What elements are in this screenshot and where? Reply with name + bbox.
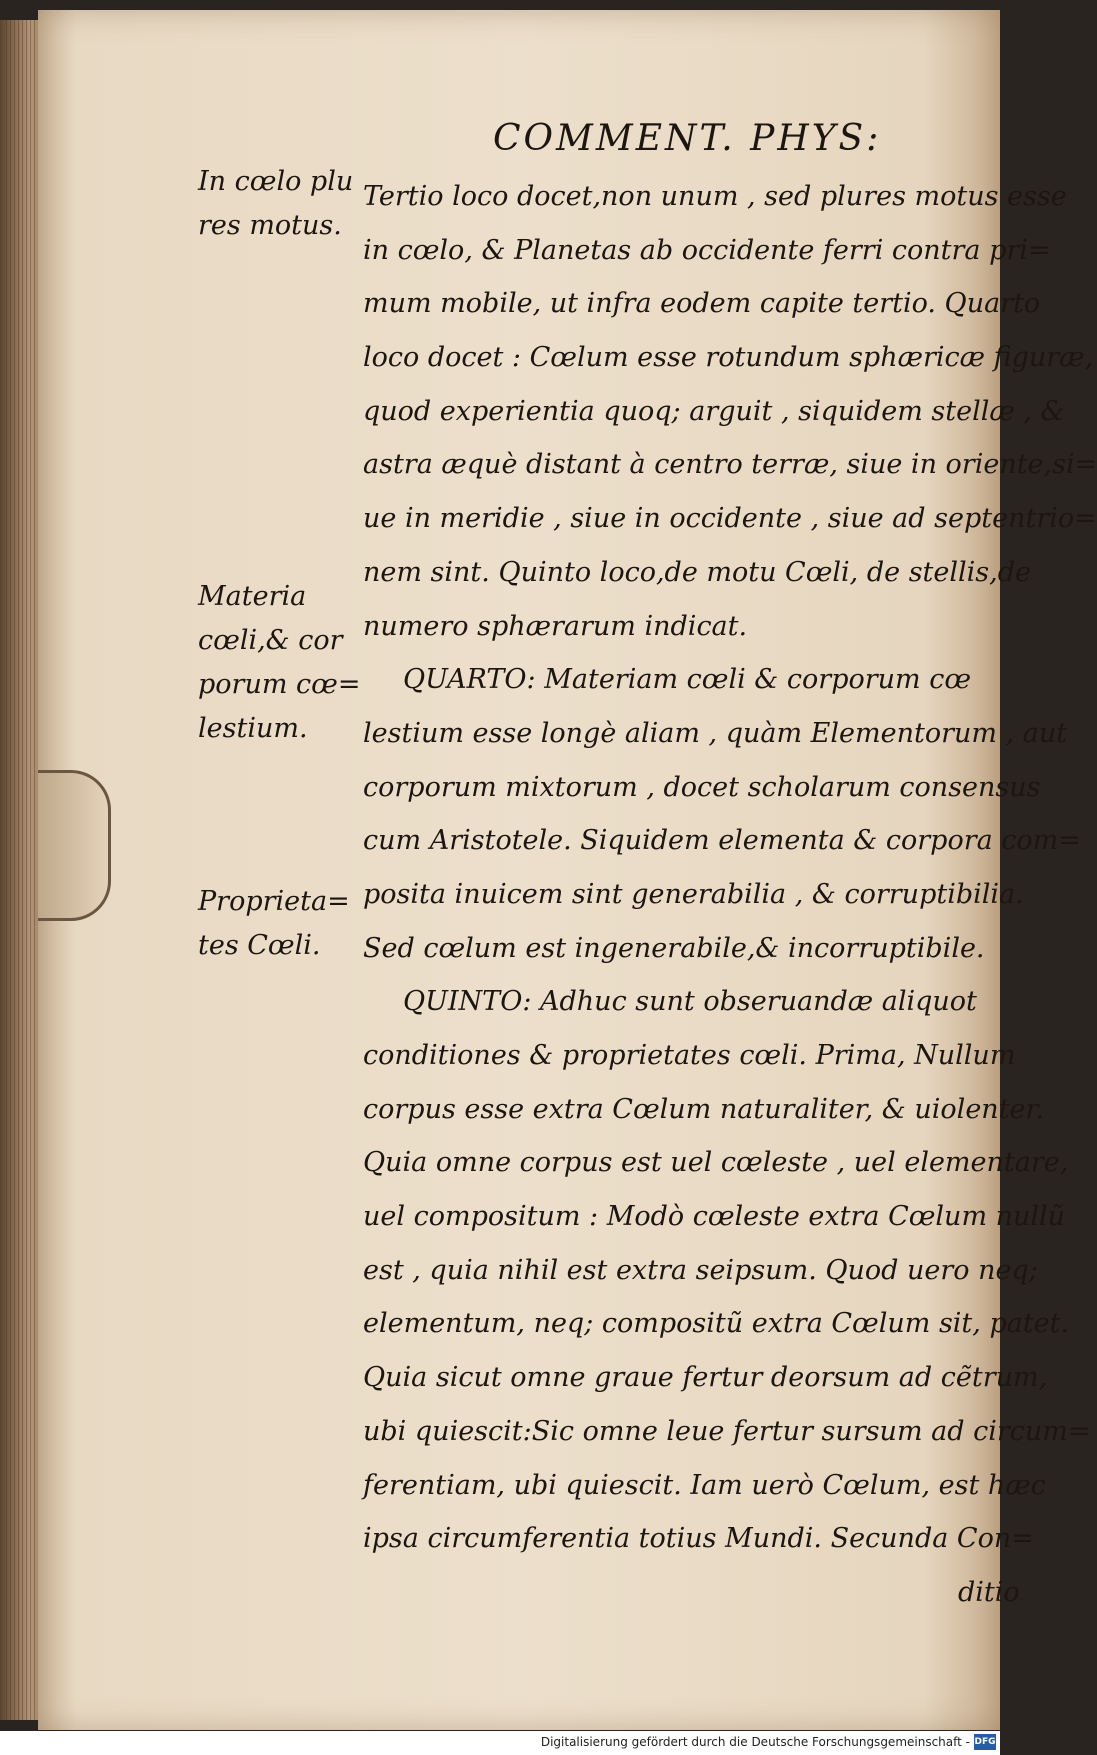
body-line: ubi quiescit:Sic omne leue fertur sursum ad circum= xyxy=(363,1415,1091,1447)
body-line: corpus esse extra Cœlum naturaliter, & uiolenter. xyxy=(363,1093,1045,1125)
margin-note-proprietates: Proprieta= tes Cœli. xyxy=(198,886,350,961)
margin-note-materia: Materia cœli,& cor porum cœ= lestium. xyxy=(198,581,361,744)
body-line: lestium esse longè aliam , quàm Elementorum , aut xyxy=(363,717,1068,749)
funding-credit: Digitalisierung gefördert durch die Deutsche Forschungsgemeinschaft - xyxy=(540,1735,970,1749)
body-line: QUINTO: Adhuc sunt obseruandæ aliquot xyxy=(403,986,977,1018)
body-line: Tertio loco docet,non unum , sed plures motus esse xyxy=(363,181,1067,212)
digitization-footer xyxy=(0,1731,1000,1755)
body-line: corporum mixtorum , docet scholarum consensus xyxy=(363,771,1041,803)
body-line: astra æquè distant à centro terræ, siue in oriente,si= xyxy=(363,449,1097,481)
body-line: quod experientia quoq; arguit , siquidem stellæ , & xyxy=(363,395,1065,427)
body-line: Quia sicut omne graue fertur deorsum ad cẽtrum, xyxy=(363,1362,1048,1394)
body-line: in cœlo, & Planetas ab occidente ferri contra pri= xyxy=(363,234,1051,266)
body-line: conditiones & proprietates cœli. Prima, Nullum xyxy=(363,1040,1016,1071)
book-page xyxy=(38,10,1097,1730)
body-line: nem sint. Quinto loco,de motu Cœli, de stellis,de xyxy=(363,556,1031,588)
body-line: cum Aristotele. Siquidem elementa & corpora com= xyxy=(363,825,1081,857)
body-line: elementum, neq; compositũ extra Cœlum sit, patet. xyxy=(363,1308,1070,1340)
body-line: Quia omne corpus est uel cœleste , uel elementare, xyxy=(363,1147,1069,1179)
body-line: ipsa circumferentia totius Mundi. Secunda Con= xyxy=(363,1523,1034,1555)
catchword: ditio xyxy=(958,1576,1020,1608)
body-text xyxy=(363,170,1097,1620)
body-line: uel compositum : Modò cœleste extra Cœlum nullũ xyxy=(363,1201,1066,1233)
body-line: ferentiam, ubi quiescit. Iam uerò Cœlum, est hæc xyxy=(363,1469,1046,1501)
body-line: loco docet : Cœlum esse rotundum sphæricæ figuræ, xyxy=(363,342,1094,374)
dfg-logo: DFG xyxy=(974,1734,996,1750)
body-line: Sed cœlum est ingenerabile,& incorruptibile. xyxy=(363,932,985,964)
body-line: est , quia nihil est extra seipsum. Quod uero neq; xyxy=(363,1254,1038,1286)
body-line: numero sphærarum indicat. xyxy=(363,610,748,642)
body-line: ue in meridie , siue in occidente , siue ad septentrio= xyxy=(363,503,1097,535)
body-line: mum mobile, ut infra eodem capite tertio. Quarto xyxy=(363,288,1041,320)
body-line: posita inuicem sint generabilia , & corruptibilia. xyxy=(363,878,1024,910)
book-clasp xyxy=(38,770,111,921)
running-title: COMMENT. PHYS: xyxy=(493,118,882,159)
body-line: QUARTO: Materiam cœli & corporum cœ xyxy=(403,664,972,696)
margin-note-motus: In cœlo plu res motus. xyxy=(198,166,354,241)
